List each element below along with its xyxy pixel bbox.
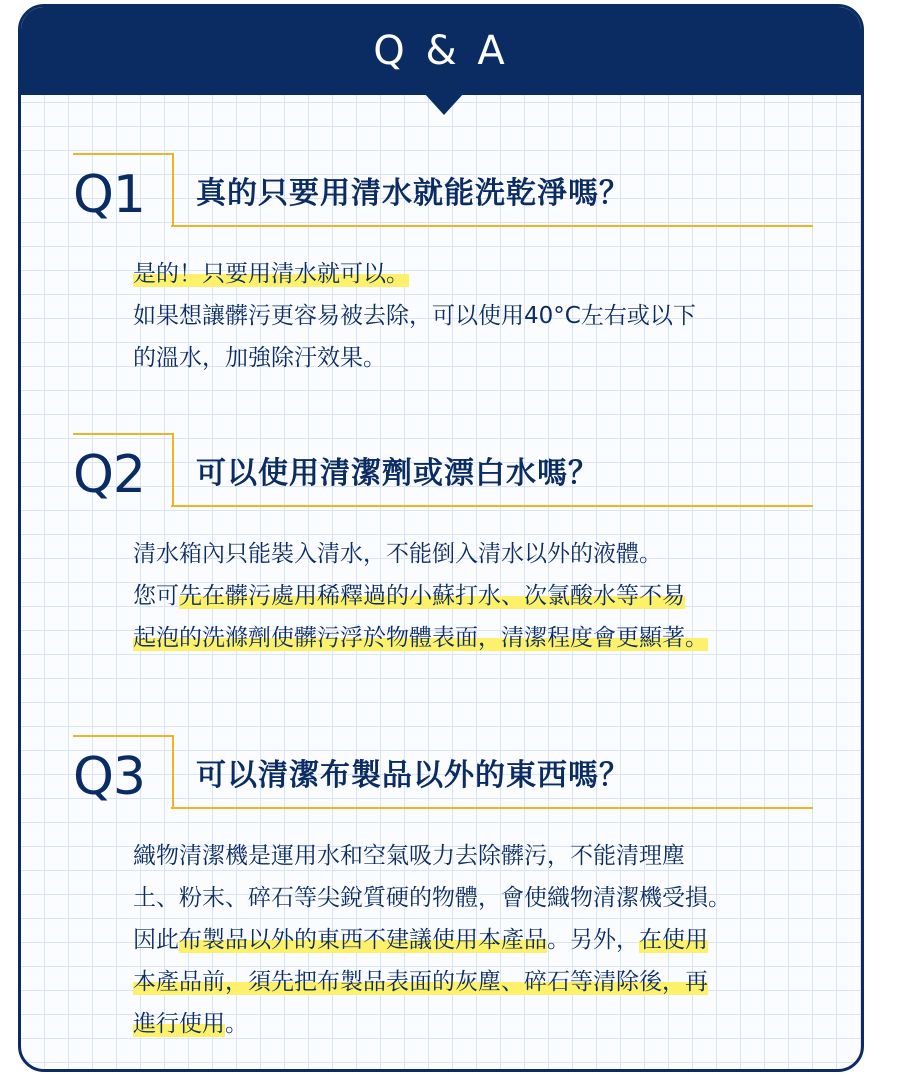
highlighted-text: 布製品以外的東西不建議使用本產品 <box>179 927 547 953</box>
question-text: 可以使用清潔劑或漂白水嗎？ <box>196 456 599 491</box>
answer-line <box>133 961 823 1003</box>
answer-line <box>133 835 823 877</box>
header-bar <box>21 7 861 95</box>
answer-line <box>133 877 823 919</box>
question-underline <box>171 225 813 227</box>
question-number: Q2 <box>73 445 146 505</box>
answer-text <box>133 835 823 1045</box>
answer-segment: 織物清潔機是運用水和空氣吸力去除髒污，不能清理塵 <box>133 843 685 869</box>
answer-segment: 因此 <box>133 927 179 953</box>
header-pointer-icon <box>424 93 464 115</box>
answer-segment: 您可 <box>133 583 179 609</box>
answer-line <box>133 295 823 337</box>
answer-text <box>133 253 823 379</box>
question-text: 可以清潔布製品以外的東西嗎？ <box>196 758 630 793</box>
highlighted-text: 在使用 <box>639 927 708 953</box>
highlighted-text: 是的！只要用清水就可以。 <box>133 261 409 287</box>
header-title: Q & A <box>373 28 509 74</box>
answer-text <box>133 533 823 659</box>
answer-line <box>133 533 823 575</box>
answer-segment: 如果想讓髒污更容易被去除，可以使用40°C左右或以下 <box>133 303 696 329</box>
highlighted-text: 先在髒污處用稀釋過的小蘇打水、次氯酸水等不易 <box>179 583 685 609</box>
answer-line <box>133 617 823 659</box>
answer-segment: 的溫水，加強除汙效果。 <box>133 345 386 371</box>
question-underline <box>171 807 813 809</box>
answer-line <box>133 919 823 961</box>
highlighted-text: 本產品前，須先把布製品表面的灰塵、碎石等清除後，再 <box>133 969 708 995</box>
answer-line <box>133 253 823 295</box>
answer-segment: 。另外， <box>547 927 639 953</box>
question-underline <box>171 505 813 507</box>
answer-segment: 清水箱內只能裝入清水，不能倒入清水以外的液體。 <box>133 541 662 567</box>
answer-segment: 土、粉末、碎石等尖銳質硬的物體，會使織物清潔機受損。 <box>133 885 731 911</box>
qa-card <box>18 4 864 1072</box>
highlighted-text: 進行使用 <box>133 1011 225 1037</box>
answer-line <box>133 1003 823 1045</box>
answer-line <box>133 575 823 617</box>
question-text: 真的只要用清水就能洗乾淨嗎？ <box>196 176 630 211</box>
question-number: Q3 <box>73 747 146 807</box>
question-number: Q1 <box>73 165 146 225</box>
answer-segment: 。 <box>225 1011 248 1037</box>
answer-line <box>133 337 823 379</box>
highlighted-text: 起泡的洗滌劑使髒污浮於物體表面，清潔程度會更顯著。 <box>133 625 708 651</box>
